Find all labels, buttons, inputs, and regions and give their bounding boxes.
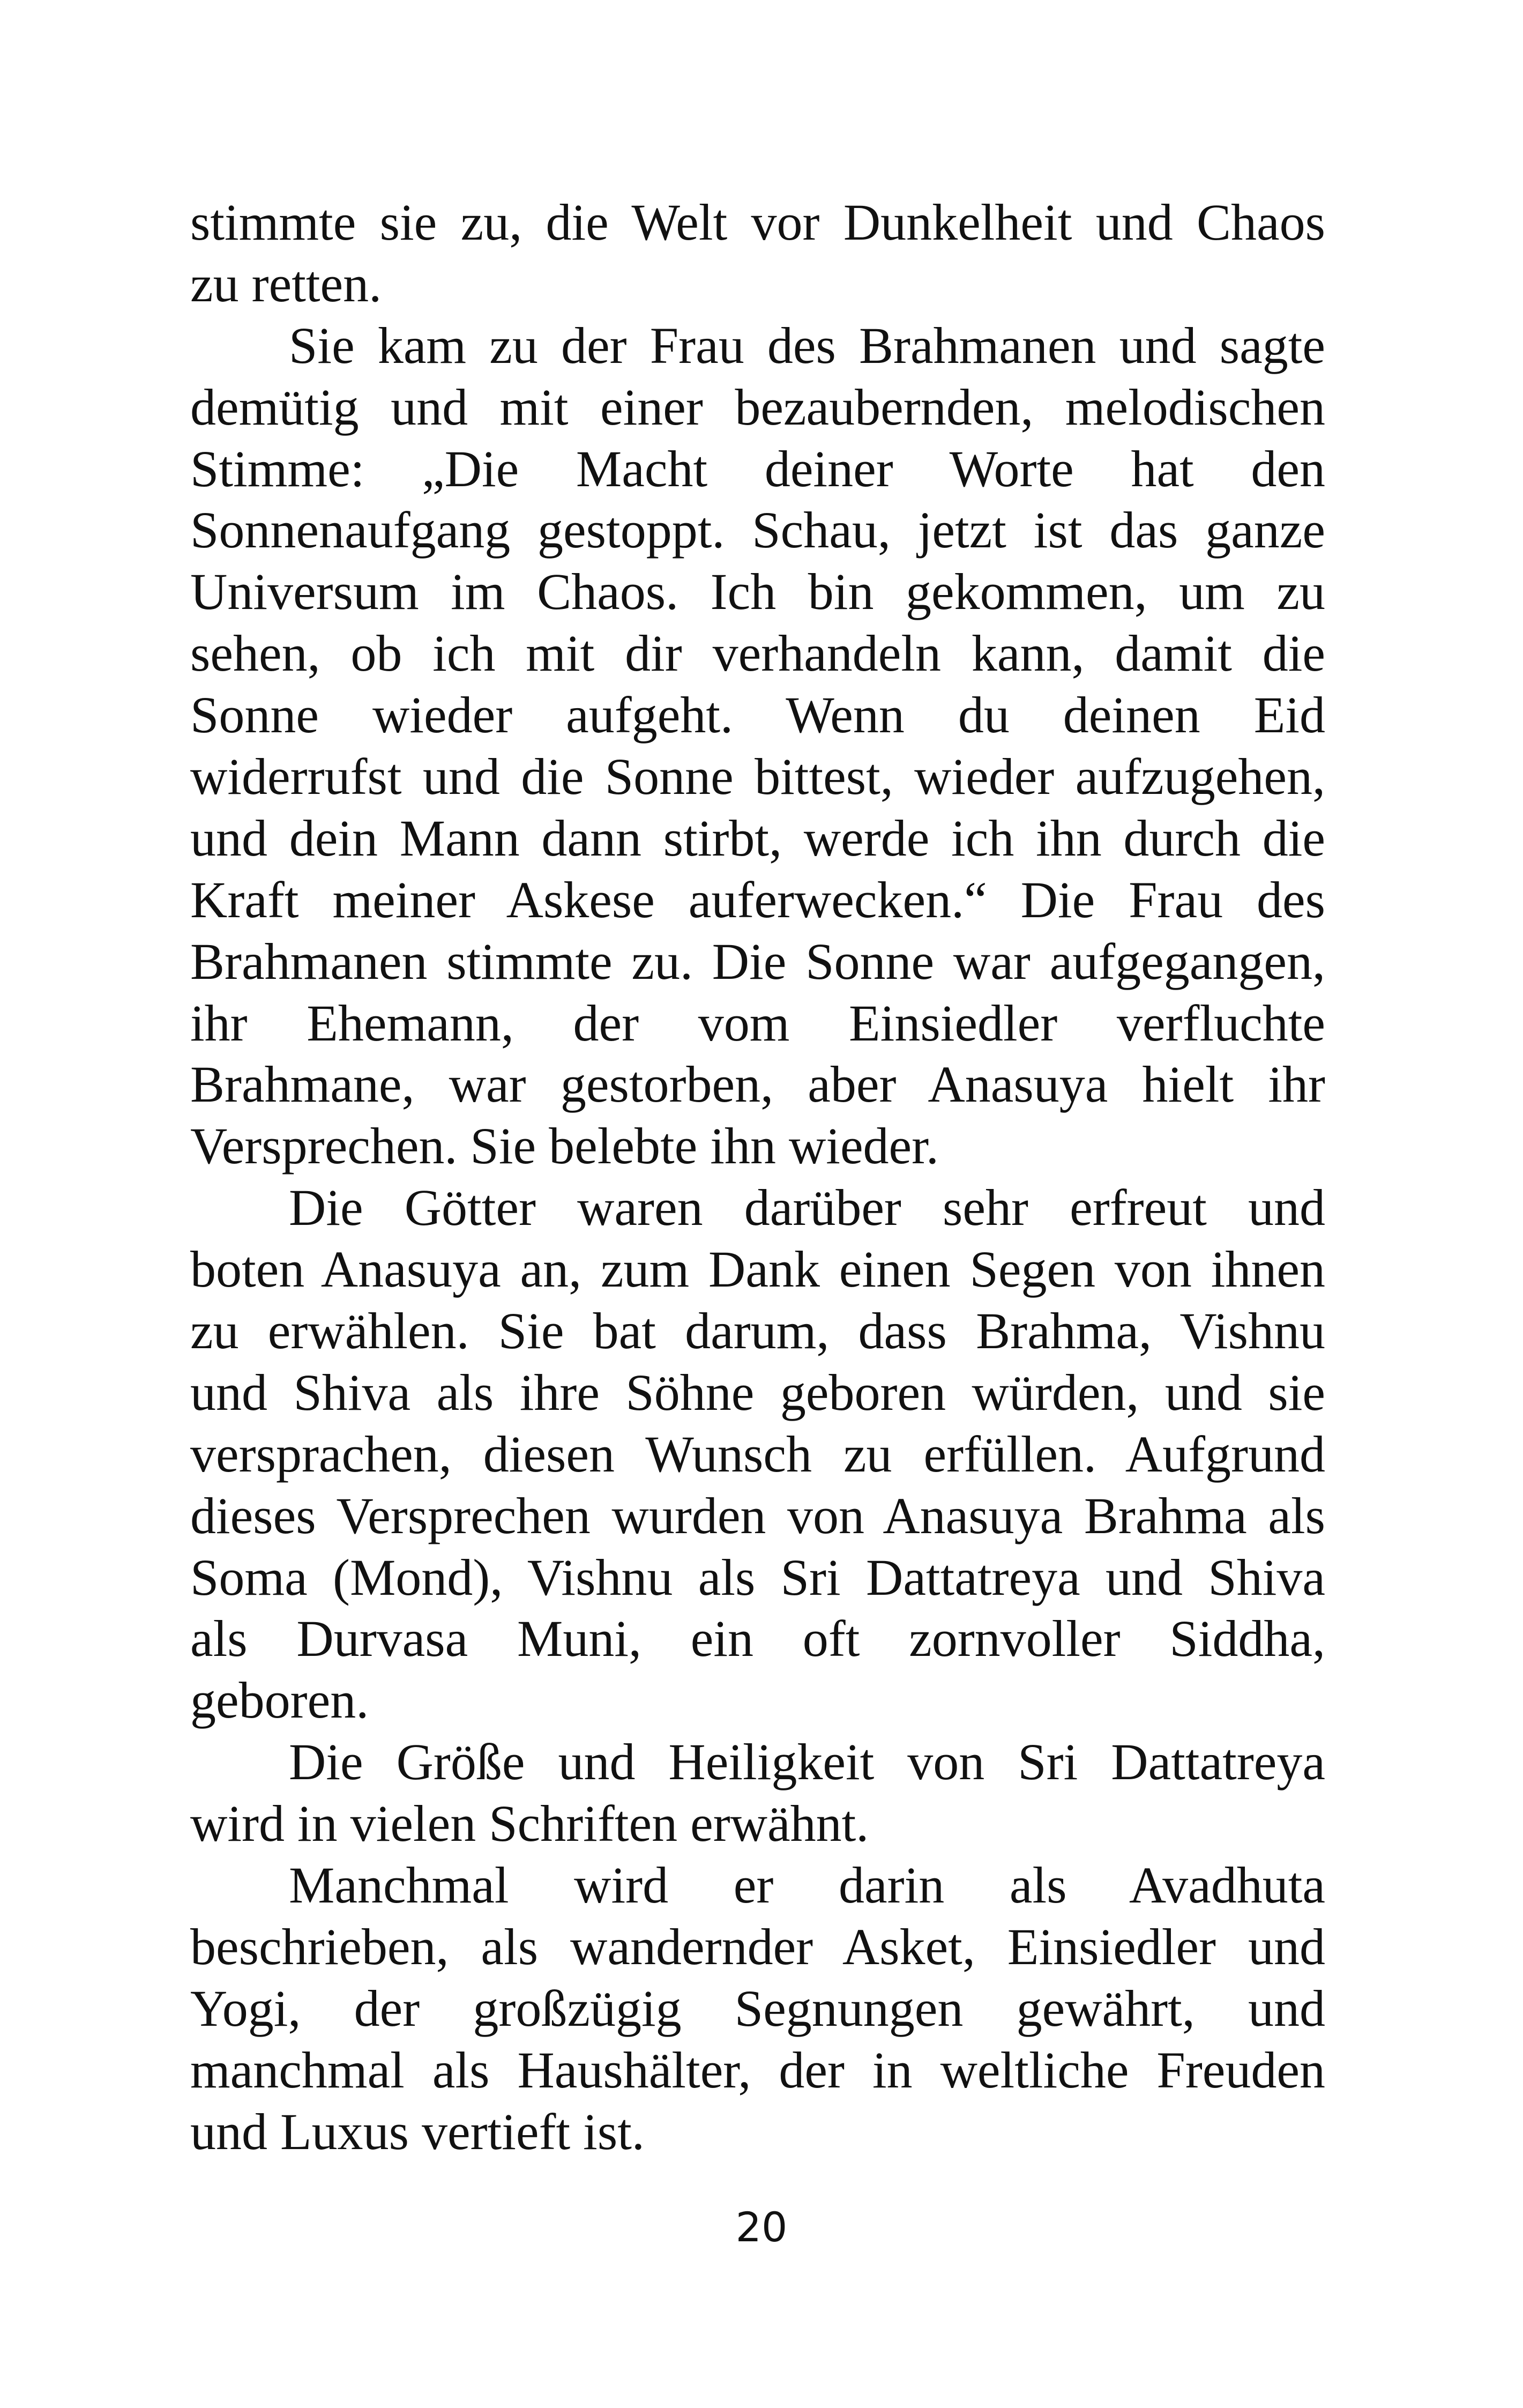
text-line: stimmte sie zu, die Welt vor Dunkelheit und Chaos	[190, 194, 1325, 251]
page-number: 20	[735, 2203, 788, 2251]
text-line: dieses Versprechen wurden von Anasuya Brahma als	[190, 1487, 1325, 1544]
text-line: zu erwählen. Sie bat darum, dass Brahma, Vishnu	[190, 1302, 1325, 1360]
text-line: Kraft meiner Askese auferwecken.“ Die Frau des	[190, 871, 1325, 928]
text-line: manchmal als Haushälter, der in weltliche Freuden	[190, 2041, 1325, 2099]
text-line: ihr Ehemann, der vom Einsiedler verfluchte	[190, 994, 1325, 1052]
text-line: und Luxus vertieft ist.	[190, 2102, 645, 2160]
text-line: boten Anasuya an, zum Dank einen Segen von ihnen	[190, 1240, 1325, 1298]
text-line: als Durvasa Muni, ein oft zornvoller Siddha,	[190, 1610, 1325, 1668]
text-line: zu retten.	[190, 255, 382, 313]
text-line: Sie kam zu der Frau des Brahmanen und sagte	[289, 316, 1325, 374]
text-line: Yogi, der großzügig Segnungen gewährt, und	[190, 1979, 1325, 2037]
text-line: widerrufst und die Sonne bittest, wieder aufzugehen,	[190, 748, 1325, 806]
text-line: Versprechen. Sie belebte ihn wieder.	[190, 1117, 939, 1175]
text-line: Sonne wieder aufgeht. Wenn du deinen Eid	[190, 686, 1325, 744]
text-line: geboren.	[190, 1671, 369, 1729]
text-line: beschrieben, als wandernder Asket, Einsiedler und	[190, 1918, 1325, 1975]
text-line: und Shiva als ihre Söhne geboren würden, und sie	[190, 1363, 1325, 1421]
text-line: Universum im Chaos. Ich bin gekommen, um zu	[190, 563, 1325, 621]
text-line: Stimme: „Die Macht deiner Worte hat den	[190, 440, 1325, 497]
text-line: Manchmal wird er darin als Avadhuta	[289, 1856, 1325, 1914]
text-line: demütig und mit einer bezaubernden, melodischen	[190, 378, 1325, 436]
text-line: Die Götter waren darüber sehr erfreut und	[289, 1179, 1325, 1237]
body-text	[190, 192, 1325, 2163]
text-line: Die Größe und Heiligkeit von Sri Dattatreya	[289, 1733, 1325, 1791]
text-line: Brahmane, war gestorben, aber Anasuya hielt ihr	[190, 1056, 1325, 1113]
text-line: sehen, ob ich mit dir verhandeln kann, damit die	[190, 625, 1325, 682]
text-line: und dein Mann dann stirbt, werde ich ihn durch die	[190, 809, 1325, 867]
text-line: Sonnenaufgang gestoppt. Schau, jetzt ist das ganze	[190, 501, 1325, 559]
text-line: Soma (Mond), Vishnu als Sri Dattatreya und Shiva	[190, 1548, 1325, 1606]
text-line: wird in vielen Schriften erwähnt.	[190, 1795, 869, 1853]
text-line: versprachen, diesen Wunsch zu erfüllen. Aufgrund	[190, 1425, 1325, 1483]
text-line: Brahmanen stimmte zu. Die Sonne war aufgegangen,	[190, 932, 1325, 990]
